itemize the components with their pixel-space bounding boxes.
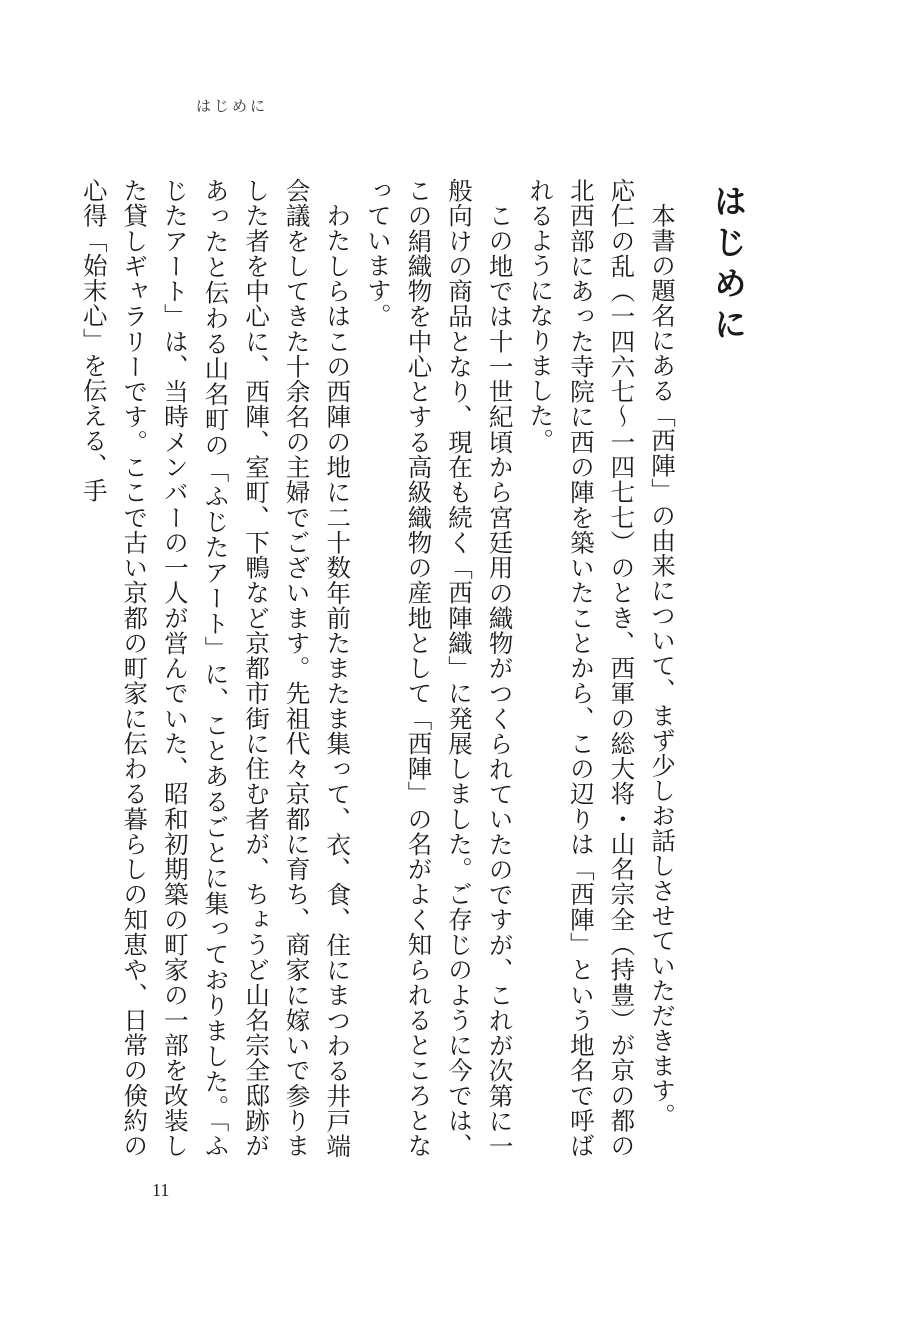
paragraph-1: 本書の題名にある「西陣」の由来について、まず少しお話しさせていただきます。: [648, 202, 677, 1128]
chapter-title: はじめに: [709, 184, 748, 348]
paragraph-3: この地では十一世紀頃から宮廷用の織物がつくられていたのですが、これが次第に一般向けの商品となり、現在も続く「西陣織」に発展しました。ご存じのように今では、この絹織物を中心とする高級織物の産地として「西陣」の名がよく知られるところとなっています。: [363, 178, 515, 1158]
body-text: [79, 178, 682, 1159]
running-head: はじめに: [196, 97, 269, 115]
page-number: 11: [152, 1180, 170, 1200]
paragraph-2: 応仁の乱（一四六七〜一四七七）のとき、西軍の総大将・山名宗全（持豊）が京の都の北西部にあった寺院に西の陣を築いたことから、この辺りは「西陣」という地名で呼ばれるようになりました。: [526, 178, 637, 1159]
paragraph-4: わたしらはこの西陣の地に二十数年前たまたま集って、衣、食、住にまつわる井戸端会議をしてきた十余名の主婦でございます。先祖代々京都に育ち、商家に嫁いで参りました者を中心に、西陣、室町、下鴨など京都市街に住む者が、ちょうど山名宗全邸跡があったと伝わる山名町の「ふじたアート」に、ことあるごとに集っておりました。「ふじたアート」は、当時メンバーの一人が営んでいた、昭和初期築の町家の一部を改装した貸しギャラリーです。ここで古い京都の町家に伝わる暮らしの知恵や、日常の倹約の心得「始末心」を伝える、手: [79, 178, 353, 1159]
